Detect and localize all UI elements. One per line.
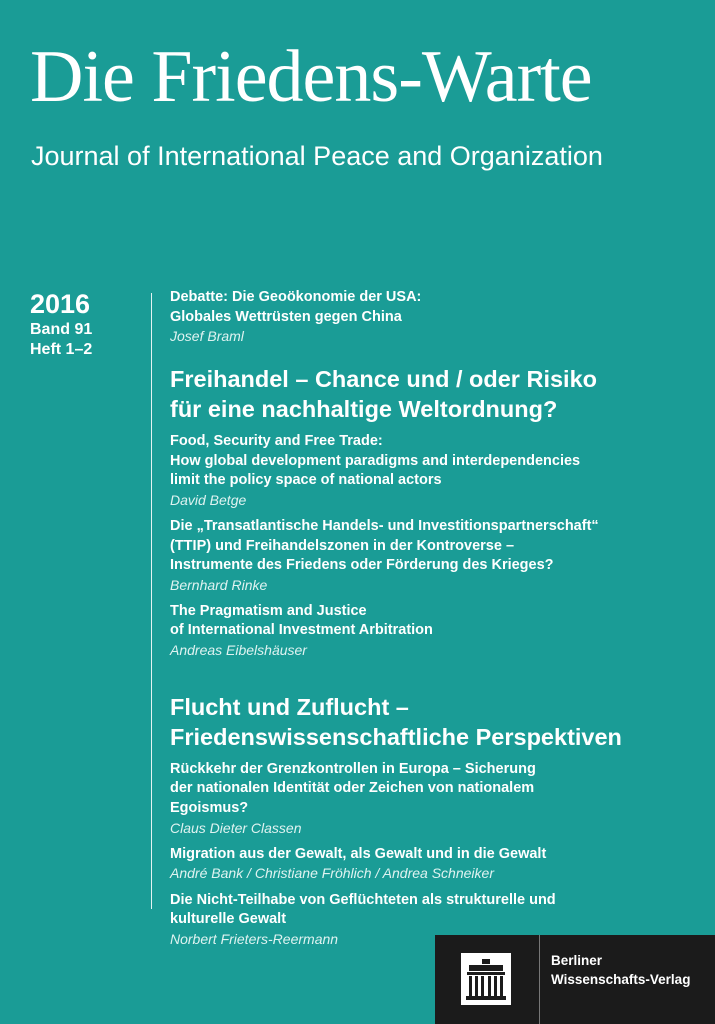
article: [170, 517, 700, 594]
article-author: Claus Dieter Classen: [170, 819, 302, 836]
issue-info: [30, 290, 92, 361]
article: [170, 845, 700, 883]
article-title-line: of International Investment Arbitration: [170, 622, 433, 639]
section-spacer: [170, 667, 700, 679]
issue-number: Heft 1–2: [30, 341, 93, 359]
issue-volume: Band 91: [30, 320, 93, 338]
section-title: [170, 693, 700, 752]
article-author: Norbert Frieters-Reermann: [170, 930, 339, 947]
article-title-line: Debatte: Die Geoökonomie der USA:: [170, 289, 422, 305]
section-title: [170, 365, 700, 424]
article-author: André Bank / Christiane Fröhlich / Andrea Schneiker: [170, 865, 494, 882]
article-title-line: Die „Transatlantische Handels- und Investitionspartnerschaft“: [170, 517, 599, 534]
article-title-line: The Pragmatism and Justice: [170, 602, 367, 619]
article-title-line: kulturelle Gewalt: [170, 911, 287, 928]
intro-article: [170, 288, 700, 345]
publisher-block: [435, 935, 715, 1024]
article: [170, 760, 700, 837]
article-title-line: Food, Security and Free Trade:: [170, 433, 383, 450]
publisher-separator: [539, 935, 540, 1024]
article-title-line: (TTIP) und Freihandelszonen in der Kontroverse –: [170, 537, 515, 554]
article-title-line: der nationalen Identität oder Zeichen von nationalem: [170, 780, 535, 797]
section-title-line: für eine nachhaltige Weltordnung?: [170, 395, 558, 422]
article-title-line: Migration aus der Gewalt, als Gewalt und in die Gewalt: [170, 845, 547, 862]
article: [170, 432, 700, 509]
article-title-line: Rückkehr der Grenzkontrollen in Europa – Sicherung: [170, 760, 536, 777]
journal-title: Die Friedens-Warte: [30, 36, 592, 118]
section-title-line: Friedenswissenschaftliche Perspektiven: [170, 723, 622, 750]
publisher-name: [551, 952, 690, 990]
article-title-line: Globales Wettrüsten gegen China: [170, 308, 402, 325]
publisher-name-line: Wissenschafts-Verlag: [551, 971, 691, 987]
article-title-line: Instrumente des Friedens oder Förderung des Krieges?: [170, 557, 554, 574]
article-title-line: How global development paradigms and interdependencies: [170, 452, 581, 469]
brandenburg-gate-icon: [461, 953, 511, 1005]
journal-subtitle: Journal of International Peace and Organization: [31, 141, 603, 171]
article-title-line: Die Nicht-Teilhabe von Geflüchteten als strukturelle und: [170, 891, 556, 908]
article-author: Josef Braml: [170, 328, 244, 345]
section-title-line: Flucht und Zuflucht –: [170, 694, 409, 721]
article: [170, 602, 700, 659]
vertical-divider: [151, 293, 152, 909]
issue-year: 2016: [30, 289, 91, 319]
section-title-line: Freihandel – Chance und / oder Risiko: [170, 366, 598, 393]
table-of-contents: [170, 288, 700, 956]
article-author: Andreas Eibelshäuser: [170, 641, 307, 658]
article-title-line: limit the policy space of national actors: [170, 472, 442, 489]
article-title-line: Egoismus?: [170, 800, 249, 816]
brandenburg-gate-icon-graphic: [463, 955, 509, 1003]
publisher-name-line: Berliner: [551, 953, 603, 968]
article-author: David Betge: [170, 491, 247, 508]
article-author: Bernhard Rinke: [170, 576, 268, 593]
